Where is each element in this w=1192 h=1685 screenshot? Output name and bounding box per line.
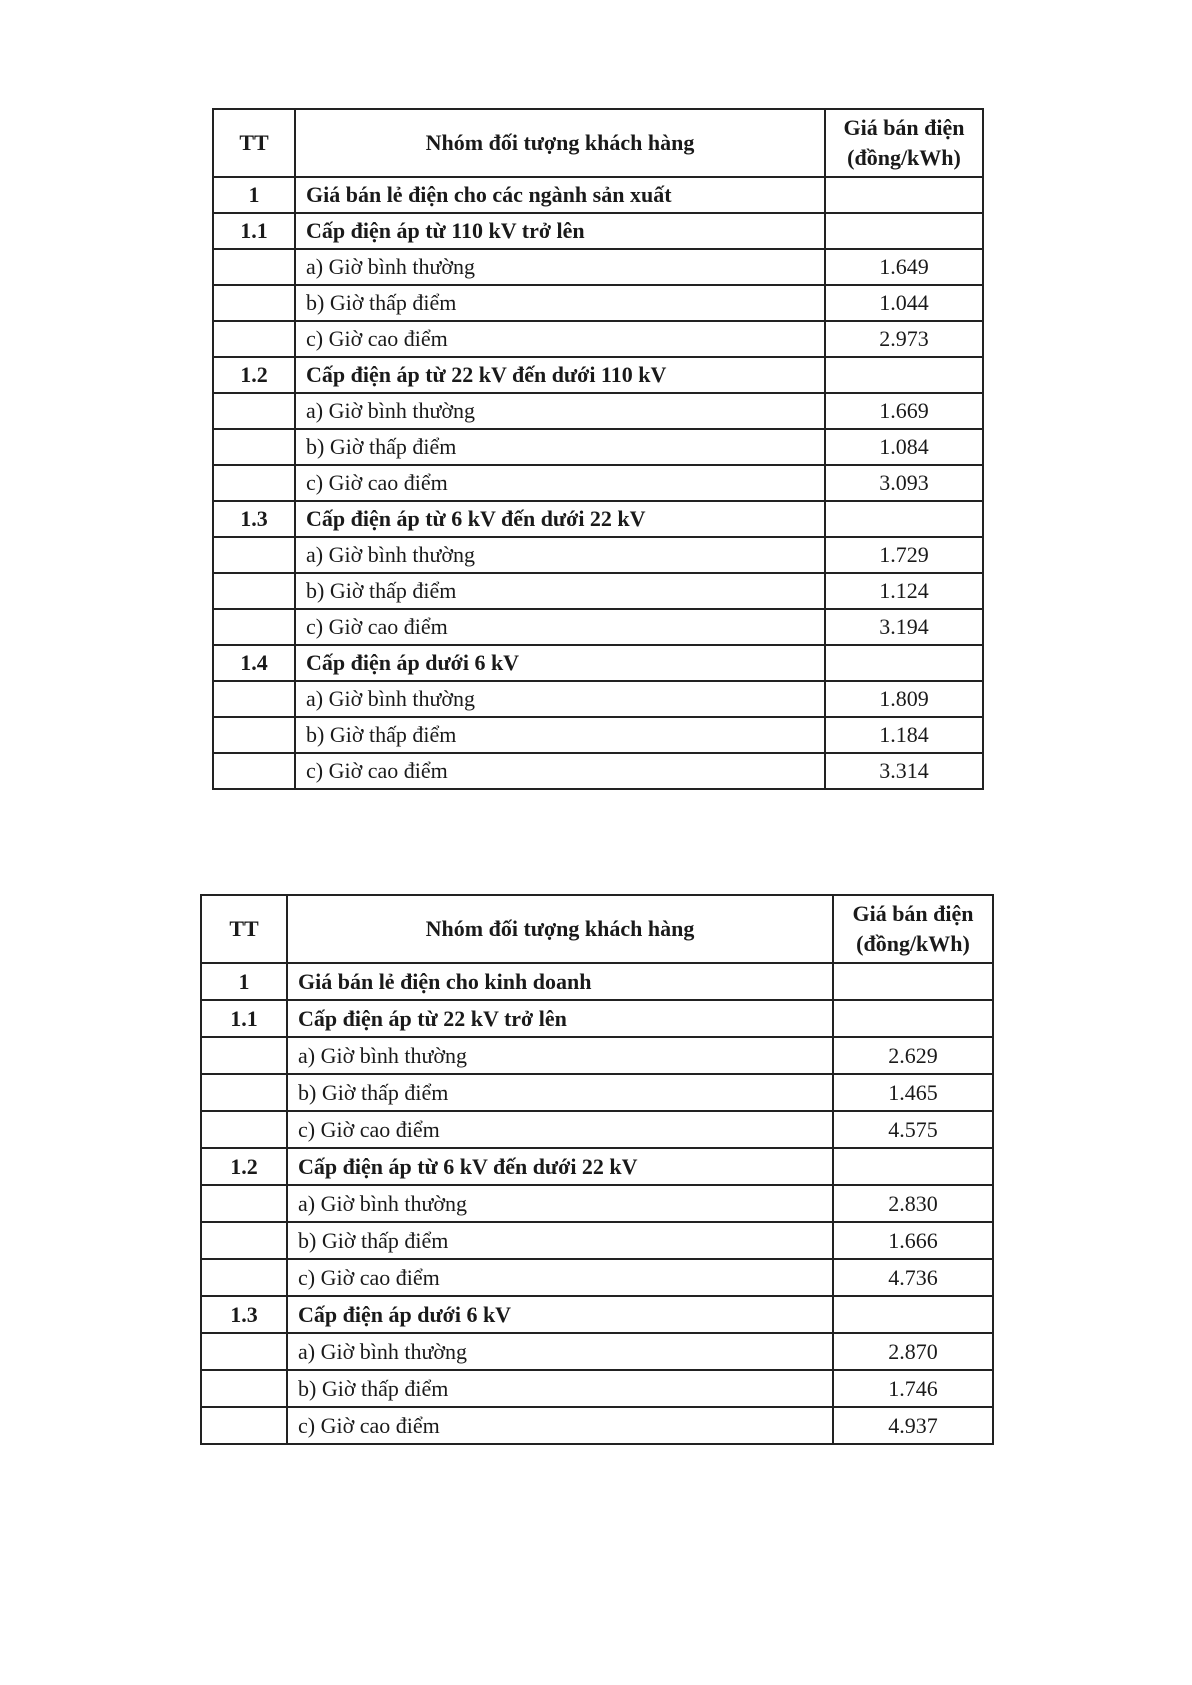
table-row: [201, 963, 993, 1000]
row-group-label: Cấp điện áp từ 22 kV đến dưới 110 kV: [295, 357, 825, 393]
table-row: [213, 537, 983, 573]
row-tt: [213, 249, 295, 285]
row-time-label: a) Giờ bình thường: [295, 681, 825, 717]
row-tt: [201, 1074, 287, 1111]
row-tt: [201, 1333, 287, 1370]
table-row: [201, 1148, 993, 1185]
row-time-label: a) Giờ bình thường: [287, 1037, 833, 1074]
row-time-label: a) Giờ bình thường: [295, 537, 825, 573]
row-tt: [201, 1222, 287, 1259]
header-customer-group: Nhóm đối tượng khách hàng: [287, 895, 833, 963]
header-price-line1: Giá bán điện: [843, 115, 965, 140]
row-group-label: Cấp điện áp từ 6 kV đến dưới 22 kV: [287, 1148, 833, 1185]
row-tt: [213, 285, 295, 321]
row-tt: 1.2: [213, 357, 295, 393]
tariff-table-business: [200, 894, 994, 1445]
header-price-line2: (đồng/kWh): [847, 145, 961, 170]
table-row: [201, 1074, 993, 1111]
row-price: 1.666: [833, 1222, 993, 1259]
header-price-line1: Giá bán điện: [852, 901, 974, 926]
row-price: [833, 1296, 993, 1333]
table-row: [213, 285, 983, 321]
row-price: 1.746: [833, 1370, 993, 1407]
table-row: [201, 1296, 993, 1333]
row-price: [833, 1000, 993, 1037]
row-tt: [213, 681, 295, 717]
row-group-label: Giá bán lẻ điện cho các ngành sản xuất: [295, 177, 825, 213]
row-group-label: Cấp điện áp dưới 6 kV: [287, 1296, 833, 1333]
row-group-label: Cấp điện áp dưới 6 kV: [295, 645, 825, 681]
row-tt: [201, 1185, 287, 1222]
table-row: [213, 501, 983, 537]
row-tt: [201, 1259, 287, 1296]
table-row: [213, 753, 983, 789]
row-group-label: Cấp điện áp từ 22 kV trở lên: [287, 1000, 833, 1037]
row-tt: 1: [213, 177, 295, 213]
row-price: 3.314: [825, 753, 983, 789]
row-tt: [201, 1407, 287, 1444]
table-row: [213, 681, 983, 717]
row-price: 2.830: [833, 1185, 993, 1222]
header-price: [833, 895, 993, 963]
row-tt: [213, 609, 295, 645]
row-time-label: b) Giờ thấp điểm: [287, 1222, 833, 1259]
table-header-row: [213, 109, 983, 177]
table-row: [213, 609, 983, 645]
row-price: 4.937: [833, 1407, 993, 1444]
row-time-label: b) Giờ thấp điểm: [287, 1074, 833, 1111]
row-price: [825, 501, 983, 537]
row-group-label: Giá bán lẻ điện cho kinh doanh: [287, 963, 833, 1000]
row-price: 2.973: [825, 321, 983, 357]
row-price: 2.870: [833, 1333, 993, 1370]
row-price: [833, 963, 993, 1000]
row-tt: 1.1: [213, 213, 295, 249]
row-price: 1.669: [825, 393, 983, 429]
row-time-label: c) Giờ cao điểm: [295, 465, 825, 501]
row-group-label: Cấp điện áp từ 110 kV trở lên: [295, 213, 825, 249]
row-tt: 1.1: [201, 1000, 287, 1037]
header-price-line2: (đồng/kWh): [856, 931, 970, 956]
row-price: 1.084: [825, 429, 983, 465]
row-time-label: c) Giờ cao điểm: [287, 1111, 833, 1148]
row-tt: [201, 1037, 287, 1074]
table-row: [201, 1259, 993, 1296]
row-price: 1.809: [825, 681, 983, 717]
row-price: 1.184: [825, 717, 983, 753]
row-price: 1.124: [825, 573, 983, 609]
table-row: [213, 177, 983, 213]
row-price: 4.575: [833, 1111, 993, 1148]
row-time-label: c) Giờ cao điểm: [295, 321, 825, 357]
table-row: [213, 321, 983, 357]
table-row: [201, 1000, 993, 1037]
row-tt: [213, 537, 295, 573]
row-price: 3.194: [825, 609, 983, 645]
table-row: [213, 645, 983, 681]
row-price: 2.629: [833, 1037, 993, 1074]
row-price: [825, 645, 983, 681]
header-customer-group: Nhóm đối tượng khách hàng: [295, 109, 825, 177]
row-tt: [213, 465, 295, 501]
table-row: [213, 393, 983, 429]
row-time-label: a) Giờ bình thường: [287, 1185, 833, 1222]
row-price: [825, 213, 983, 249]
table-body: [201, 963, 993, 1444]
row-tt: [213, 717, 295, 753]
row-tt: [213, 429, 295, 465]
row-time-label: b) Giờ thấp điểm: [295, 573, 825, 609]
row-price: 1.729: [825, 537, 983, 573]
row-time-label: c) Giờ cao điểm: [287, 1407, 833, 1444]
row-time-label: c) Giờ cao điểm: [287, 1259, 833, 1296]
row-time-label: b) Giờ thấp điểm: [287, 1370, 833, 1407]
row-price: 4.736: [833, 1259, 993, 1296]
table-row: [213, 573, 983, 609]
row-price: [825, 357, 983, 393]
row-tt: [213, 393, 295, 429]
table-row: [213, 249, 983, 285]
table-row: [213, 213, 983, 249]
table-row: [201, 1333, 993, 1370]
tariff-table-production: [212, 108, 984, 790]
row-price: 3.093: [825, 465, 983, 501]
row-tt: 1.3: [201, 1296, 287, 1333]
header-tt: TT: [213, 109, 295, 177]
table-row: [201, 1111, 993, 1148]
table-row: [201, 1037, 993, 1074]
row-tt: [213, 573, 295, 609]
table-header-row: [201, 895, 993, 963]
row-time-label: c) Giờ cao điểm: [295, 753, 825, 789]
row-time-label: a) Giờ bình thường: [295, 393, 825, 429]
row-tt: [213, 753, 295, 789]
table-row: [213, 357, 983, 393]
row-price: 1.465: [833, 1074, 993, 1111]
row-time-label: a) Giờ bình thường: [295, 249, 825, 285]
row-tt: 1.3: [213, 501, 295, 537]
header-price: [825, 109, 983, 177]
table-row: [213, 429, 983, 465]
row-tt: 1: [201, 963, 287, 1000]
row-tt: 1.2: [201, 1148, 287, 1185]
row-time-label: a) Giờ bình thường: [287, 1333, 833, 1370]
table-body: [213, 177, 983, 789]
row-tt: [213, 321, 295, 357]
row-tt: [201, 1111, 287, 1148]
table-row: [213, 717, 983, 753]
row-time-label: b) Giờ thấp điểm: [295, 717, 825, 753]
row-price: [825, 177, 983, 213]
row-price: [833, 1148, 993, 1185]
header-tt: TT: [201, 895, 287, 963]
row-price: 1.649: [825, 249, 983, 285]
table-row: [201, 1370, 993, 1407]
table-row: [201, 1407, 993, 1444]
table-row: [201, 1222, 993, 1259]
table-row: [201, 1185, 993, 1222]
row-tt: 1.4: [213, 645, 295, 681]
row-price: 1.044: [825, 285, 983, 321]
row-tt: [201, 1370, 287, 1407]
row-group-label: Cấp điện áp từ 6 kV đến dưới 22 kV: [295, 501, 825, 537]
row-time-label: b) Giờ thấp điểm: [295, 285, 825, 321]
row-time-label: b) Giờ thấp điểm: [295, 429, 825, 465]
table-row: [213, 465, 983, 501]
row-time-label: c) Giờ cao điểm: [295, 609, 825, 645]
